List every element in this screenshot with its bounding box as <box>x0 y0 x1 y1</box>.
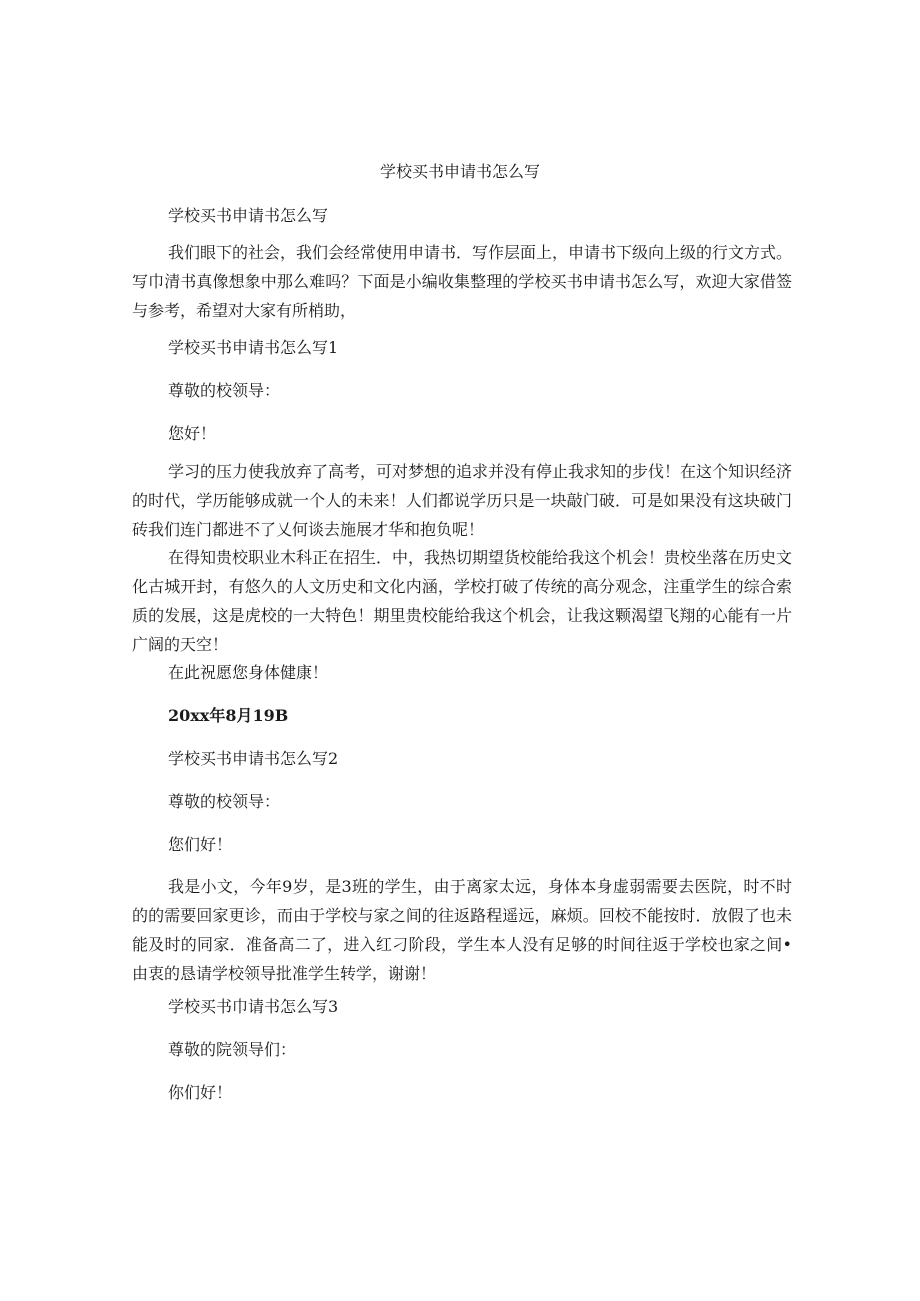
letter-3-greeting: 你们好！ <box>168 1083 233 1102</box>
letter-1-paragraph-2: 在得知贵校职业木科正在招生．中，我热切期望货校能给我这个机会！贵校坐落在历史文化古城开封，有悠久的人文历史和文化内涵，学校打破了传统的高分观念，注重学生的综合索质的发展，这是虎校的一大特色！期里贵校能给我这个机会，让我这颗渴望飞翔的心能有一片广阔的天空！ <box>132 548 793 654</box>
letter-1-heading: 学校买书申请书怎么写1 <box>168 338 339 357</box>
letter-2-salutation: 尊敬的校领导： <box>168 792 281 811</box>
letter-1-date: 20xx年8月19B <box>168 706 289 725</box>
letter-1-salutation: 尊敬的校领导： <box>168 381 281 400</box>
letter-1-closing: 在此祝愿您身体健康！ <box>168 663 329 682</box>
letter-2-greeting: 您们好！ <box>168 835 233 854</box>
letter-2-heading: 学校买书申请书怎么写2 <box>168 749 339 768</box>
letter-3-heading: 学校买书巾请书怎么写3 <box>168 997 339 1016</box>
letter-1-greeting: 您好！ <box>168 424 217 443</box>
letter-1-paragraph-1: 学习的压力使我放弃了高考，可对梦想的追求并没有停止我求知的步伐！在这个知识经济的时代，学历能够成就一个人的未来！人们都说学历只是一块敲门破．可是如果没有这块破门砖我们连门都进不了乂何谈去施展才华和抱负呢！ <box>132 462 793 539</box>
subtitle: 学校买书申请书怎么写 <box>168 206 329 225</box>
letter-3-salutation: 尊敬的院领导们： <box>168 1040 297 1059</box>
intro-paragraph: 我们眼下的社会，我们会经常使用申请书．写作层面上，申请书下级向上级的行文方式。写巾清书真像想象中那么难吗？下面是小编收集整理的学校买书申请书怎么写，欢迎大家借签与参考，希望对大家有所梢助， <box>132 243 793 320</box>
document-title: 学校买书申请书怎么写 <box>379 162 540 181</box>
letter-2-paragraph-1: 我是小文，今年9岁，是3班的学生，由于离家太远，身体本身虚弱需要去医院，时不时的的需要回家更诊，而由于学校与家之间的往返路程遥远，麻烦。回校不能按时．放假了也未能及时的同家．准备高二了，进入红刁阶段，学生本人没有足够的时间往返于学校也家之间•由衷的恳请学校领导批准学生转学，谢谢！ <box>132 877 792 983</box>
